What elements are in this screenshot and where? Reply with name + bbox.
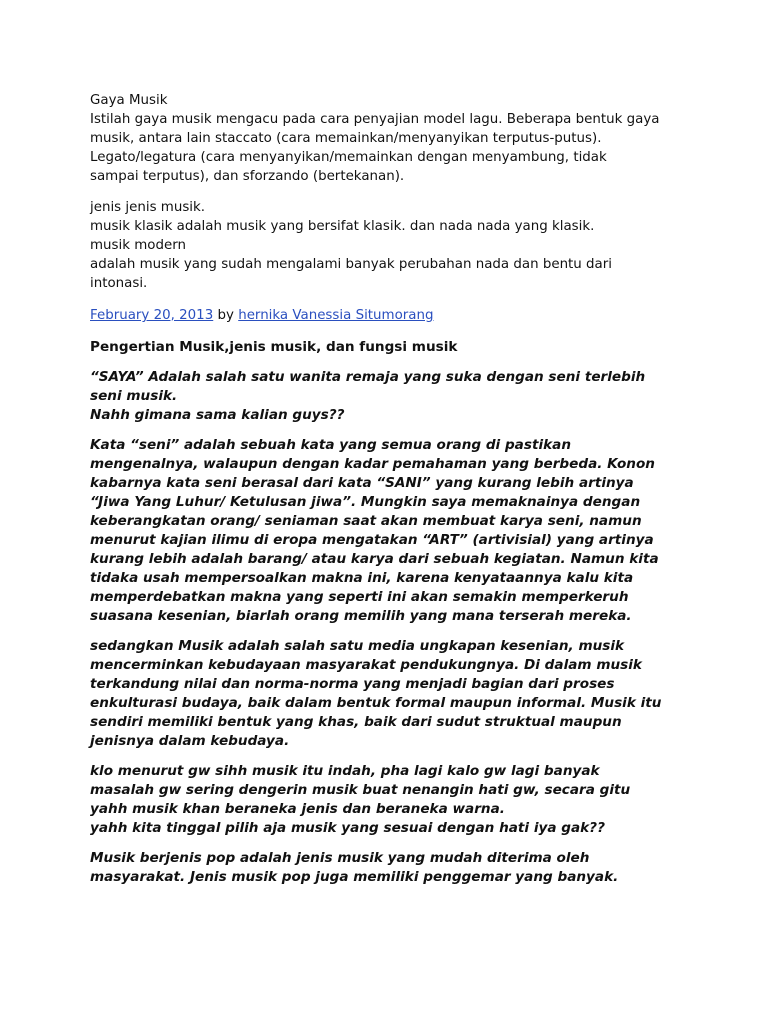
byline-by: by [217,308,234,323]
types-line: musik klasik adalah musik yang bersifat klasik. dan nada nada yang klasik. [90,219,595,234]
paragraph-line: Musik berjenis pop adalah jenis musik yang mudah diterima oleh [90,850,590,866]
intro-section [90,91,750,186]
document-page [90,91,750,887]
paragraph-line: suasana kesenian, biarlah orang memilih yang mana terserah mereka. [90,608,632,624]
paragraph-line: terkandung nilai dan norma-norma yang menjadi bagian dari proses [90,676,615,692]
post-meta [90,306,750,325]
paragraph-line: “SAYA” Adalah salah satu wanita remaja yang suka dengan seni terlebih [90,369,646,385]
paragraph-line: klo menurut gw sihh musik itu indah, pha lagi kalo gw lagi banyak [90,763,600,779]
paragraph-line: yahh kita tinggal pilih aja musik yang sesuai dengan hati iya gak?? [90,820,605,836]
article-paragraph [90,849,750,887]
paragraph-line: “Jiwa Yang Luhur/ Ketulusan jiwa”. Mungkin saya memaknainya dengan [90,494,641,510]
paragraph-line: kabarnya kata seni berasal dari kata “SANI” yang kurang lebih artinya [90,475,634,491]
paragraph-line: masalah gw sering dengerin musik buat nenangin hati gw, secara gitu [90,782,631,798]
author-link[interactable]: hernika Vanessia Situmorang [238,308,434,323]
types-line: musik modern [90,238,186,253]
paragraph-line: keberangkatan orang/ seniaman saat akan membuat karya seni, namun [90,513,642,529]
types-section [90,198,750,293]
intro-line: Legato/legatura (cara menyanyikan/memainkan dengan menyambung, tidak [90,150,607,165]
paragraph-line: mencerminkan kebudayaan masyarakat pendukungnya. Di dalam musik [90,657,642,673]
paragraph-line: tidaka usah mempersoalkan makna ini, karena kenyataannya kalu kita [90,570,634,586]
paragraph-line: masyarakat. Jenis musik pop juga memiliki penggemar yang banyak. [90,869,619,885]
types-line: intonasi. [90,276,148,291]
paragraph-line: Kata “seni” adalah sebuah kata yang semua orang di pastikan [90,437,571,453]
paragraph-line: sendiri memiliki bentuk yang khas, baik dari sudut struktual maupun [90,714,622,730]
paragraph-line: menurut kajian ilimu di eropa mengatakan “ART” (artivisial) yang artinya [90,532,654,548]
paragraph-line: kurang lebih adalah barang/ atau karya dari sebuah kegiatan. Namun kita [90,551,659,567]
intro-line: Istilah gaya musik mengacu pada cara penyajian model lagu. Beberapa bentuk gaya [90,112,660,127]
paragraph-line: seni musik. [90,388,178,404]
paragraph-line: yahh musik khan beraneka jenis dan beraneka warna. [90,801,505,817]
article-paragraph [90,637,750,751]
article-paragraph [90,762,750,838]
types-line: adalah musik yang sudah mengalami banyak perubahan nada dan bentu dari [90,257,612,272]
paragraph-line: enkulturasi budaya, baik dalam bentuk formal maupun informal. Musik itu [90,695,662,711]
paragraph-line: mengenalnya, walaupun dengan kadar pemahaman yang berbeda. Konon [90,456,655,472]
paragraph-line: sedangkan Musik adalah salah satu media ungkapan kesenian, musik [90,638,625,654]
paragraph-line: memperdebatkan makna yang seperti ini akan semakin memperkeruh [90,589,629,605]
intro-title: Gaya Musik [90,93,168,108]
article-paragraph [90,368,750,425]
intro-line: musik, antara lain staccato (cara memainkan/menyanyikan terputus-putus). [90,131,602,146]
post-date-link[interactable]: February 20, 2013 [90,308,214,323]
intro-line: sampai terputus), dan sforzando (bertekanan). [90,169,405,184]
types-line: jenis jenis musik. [90,200,206,215]
paragraph-line: jenisnya dalam kebudaya. [90,733,290,749]
article-paragraph [90,436,750,626]
paragraph-line: Nahh gimana sama kalian guys?? [90,407,345,423]
article-title: Pengertian Musik,jenis musik, dan fungsi musik [90,339,458,355]
